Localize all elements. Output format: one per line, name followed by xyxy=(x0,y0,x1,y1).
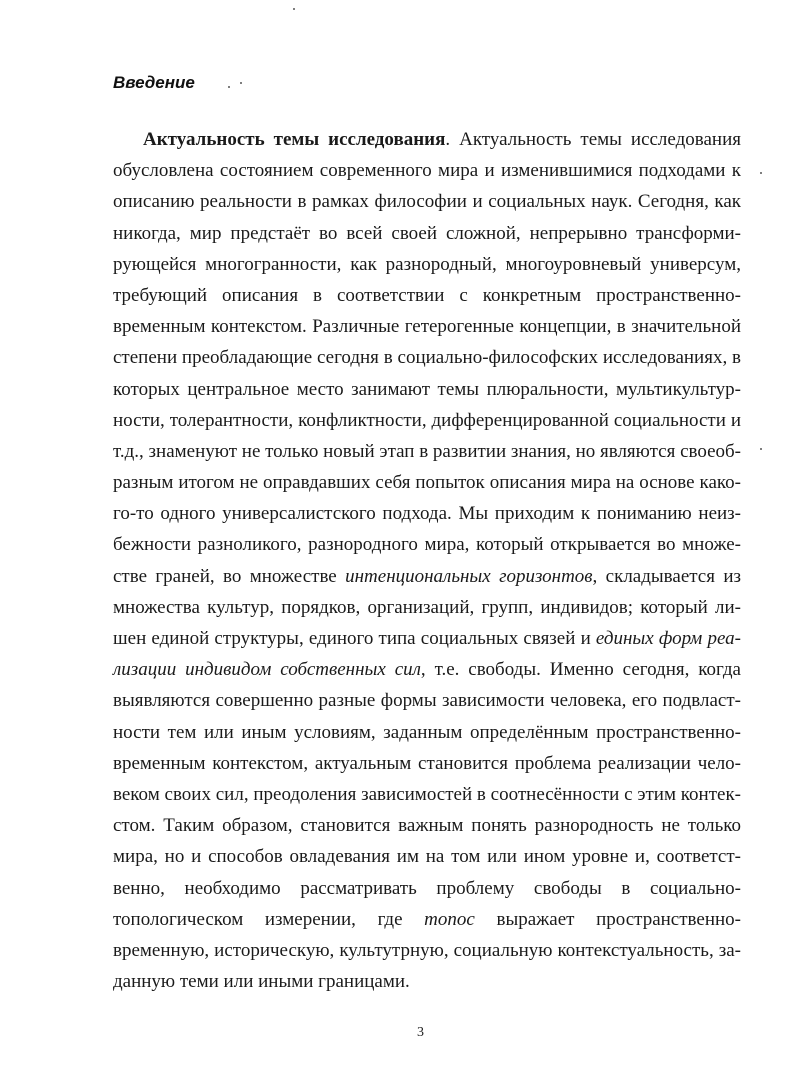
text-segment: бежности разноликого, разнородного мира, который открывается во множе- xyxy=(113,534,741,556)
scan-speck xyxy=(760,172,762,174)
text-segment: временную, историческую, культутрную, социальную контекстуальность, за- xyxy=(113,939,741,961)
text-line xyxy=(113,280,741,311)
italic-term: интенциональных горизонтов xyxy=(345,565,593,587)
text-line xyxy=(113,498,741,529)
text-line xyxy=(113,779,741,810)
italic-term: единых форм реа- xyxy=(595,628,741,649)
text-segment: венно, необходимо рассматривать проблему свободы в социально- xyxy=(113,877,741,899)
text-segment: стом. Таким образом, становится важным понять разнородность не только xyxy=(113,815,741,837)
text-line xyxy=(113,966,741,997)
text-line xyxy=(113,748,741,779)
italic-term: лизации индивидом собственных сил xyxy=(113,659,421,681)
text-segment: го-то одного универсалистского подхода. Мы приходим к пониманию неиз- xyxy=(113,503,741,525)
text-segment: . Актуальность темы исследования xyxy=(445,129,741,150)
text-segment: временным контекстом, актуальным становится проблема реализации чело- xyxy=(113,752,741,774)
text-segment: выявляются совершенно разные формы зависимости человека, его подвласт- xyxy=(113,690,741,712)
text-line xyxy=(113,218,741,249)
text-line xyxy=(113,904,741,935)
text-line xyxy=(113,124,741,155)
text-segment: степени преобладающие сегодня в социально-философских исследованиях, в xyxy=(113,347,741,369)
text-segment: топологическом измерении, где xyxy=(113,908,425,930)
text-line xyxy=(113,311,741,342)
scan-speck xyxy=(240,82,242,84)
text-line xyxy=(113,529,741,560)
text-segment: временным контекстом. Различные гетерогенные концепции, в значительной xyxy=(113,316,741,338)
text-segment: ности, толерантности, конфликтности, дифференцированной социальности и xyxy=(113,409,741,431)
text-segment: описанию реальности в рамках философии и социальных наук. Сегодня, как xyxy=(113,191,741,213)
text-segment: шен единой структуры, единого типа социальных связей и xyxy=(113,628,596,649)
scan-speck xyxy=(760,448,762,450)
text-line xyxy=(113,249,741,280)
text-line xyxy=(113,935,741,966)
text-line xyxy=(113,623,741,654)
text-segment: разным итогом не оправдавших себя попыток описания мира на основе како- xyxy=(113,472,741,494)
text-segment: т.д., знаменуют не только новый этап в развитии знания, но являются своеоб- xyxy=(113,440,742,462)
page-number: 3 xyxy=(417,1025,424,1040)
text-segment: мира, но и способов овладевания им на том или ином уровне и, соответст- xyxy=(113,846,741,868)
text-line xyxy=(113,841,741,872)
text-line xyxy=(113,467,741,498)
text-segment: выражает пространственно- xyxy=(474,908,741,930)
text-line xyxy=(113,685,741,716)
text-segment: обусловлена состоянием современного мира и изменившимися подходами к xyxy=(113,160,741,182)
text-line xyxy=(113,155,741,186)
text-segment: данную теми или иными границами. xyxy=(113,971,410,993)
text-segment: веком своих сил, преодоления зависимостей в соотнесённости с этим контек- xyxy=(113,783,741,805)
text-line xyxy=(113,561,741,592)
text-line xyxy=(113,654,741,685)
text-line xyxy=(113,873,741,904)
text-segment: рующейся многогранности, как разнородный, многоуровневый универсум, xyxy=(113,253,741,275)
text-segment: никогда, мир предстаёт во всей своей сложной, непрерывно трансформи- xyxy=(113,222,741,244)
section-heading: Введение xyxy=(113,73,195,92)
text-segment: , т.е. свободы. Именно сегодня, когда xyxy=(420,659,741,681)
scan-speck xyxy=(293,8,295,10)
text-segment: которых центральное место занимают темы плюральности, мультикультур- xyxy=(113,378,741,400)
text-segment: требующий описания в соответствии с конкретным пространственно- xyxy=(113,284,741,306)
body-text xyxy=(113,124,741,997)
text-line xyxy=(113,592,741,623)
text-line xyxy=(113,405,741,436)
text-line xyxy=(113,436,741,467)
text-segment: ности тем или иным условиям, заданным определённым пространственно- xyxy=(113,721,741,743)
text-segment: , складывается из xyxy=(592,565,742,587)
italic-term: топос xyxy=(424,908,475,930)
text-line xyxy=(113,342,741,373)
text-line xyxy=(113,374,741,405)
text-line xyxy=(113,810,741,841)
text-line xyxy=(113,717,741,748)
bold-term: Актуальность темы исследования xyxy=(143,129,446,150)
text-segment: множества культур, порядков, организаций, групп, индивидов; который ли- xyxy=(113,596,741,618)
scan-speck xyxy=(228,86,230,88)
text-line xyxy=(113,186,741,217)
text-segment: стве граней, во множестве xyxy=(113,565,346,587)
